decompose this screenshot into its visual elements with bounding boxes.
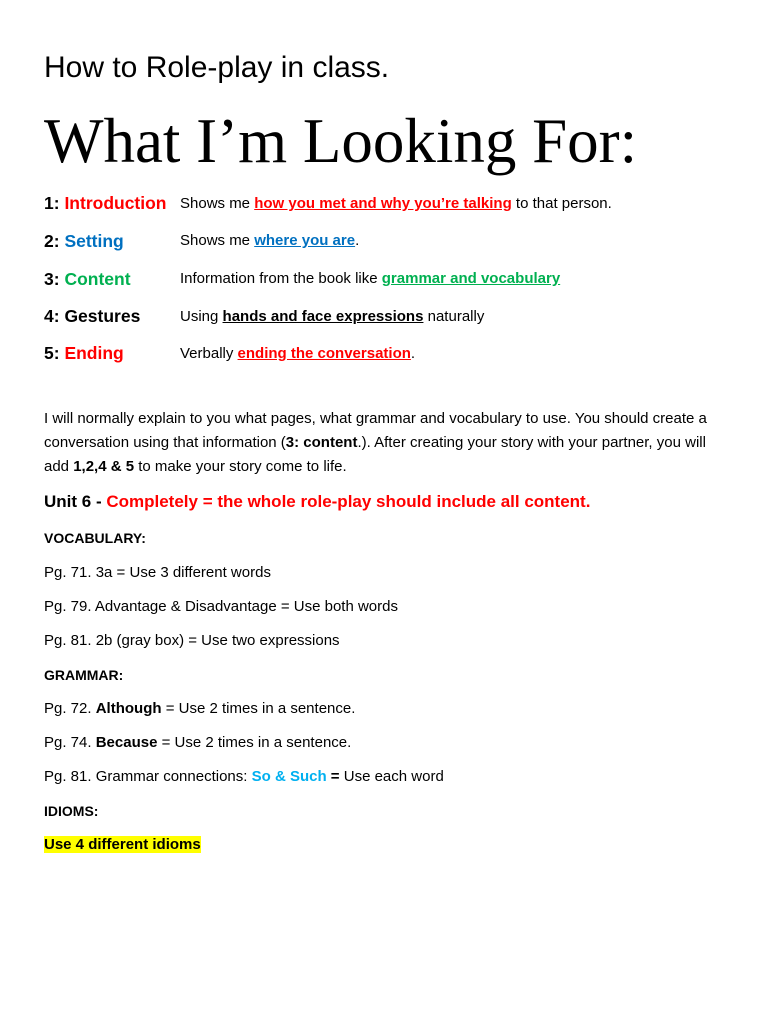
grammar-item-text: Pg. 74. bbox=[44, 734, 92, 751]
criterion-1-description bbox=[180, 195, 612, 212]
paragraph-text: I will normally explain to you what pages, what grammar and vocabulary to use. You should create a conversation using that information ( bbox=[44, 410, 707, 451]
criterion-5-description bbox=[180, 345, 415, 362]
criterion-key-phrase: where you are bbox=[254, 232, 356, 249]
criterion-number: 2: bbox=[44, 231, 60, 251]
criterion-title: Setting bbox=[64, 231, 124, 251]
grammar-item bbox=[44, 768, 444, 785]
grammar-item-text: Pg. 72. bbox=[44, 700, 92, 717]
unit-heading bbox=[44, 492, 590, 512]
vocabulary-item: Pg. 81. 2b (gray box) = Use two expressions bbox=[44, 632, 340, 649]
criterion-desc-text: . bbox=[355, 232, 360, 249]
vocabulary-item: Pg. 79. Advantage & Disadvantage = Use both words bbox=[44, 598, 398, 615]
idioms-item bbox=[44, 836, 201, 853]
criterion-number: 1: bbox=[44, 193, 60, 213]
criterion-title: Ending bbox=[64, 343, 124, 363]
criterion-key-phrase: ending the conversation bbox=[237, 345, 411, 362]
criterion-number: 3: bbox=[44, 269, 60, 289]
grammar-keyword: Although bbox=[95, 700, 162, 717]
paragraph-text: .). After creating your story with your partner, you will add bbox=[44, 434, 706, 475]
paragraph-bold-text: 1,2,4 & 5 bbox=[73, 458, 135, 475]
grammar-equals: = bbox=[330, 768, 340, 785]
criterion-key-phrase: grammar and vocabulary bbox=[381, 270, 561, 287]
criterion-4-description bbox=[180, 308, 484, 325]
vocabulary-item: Pg. 71. 3a = Use 3 different words bbox=[44, 564, 271, 581]
criterion-number: 5: bbox=[44, 343, 60, 363]
criterion-key-phrase: how you met and why you’re talking bbox=[254, 195, 512, 212]
criterion-desc-text: Information from the book like bbox=[180, 270, 378, 287]
criterion-3-description bbox=[180, 270, 560, 287]
unit-description: Completely = the whole role-play should include all content. bbox=[106, 492, 591, 511]
criterion-desc-text: naturally bbox=[427, 308, 485, 325]
vocabulary-heading: VOCABULARY: bbox=[44, 530, 146, 546]
criterion-desc-text: Shows me bbox=[180, 195, 251, 212]
paragraph-text: to make your story come to life. bbox=[134, 458, 347, 475]
grammar-item-text: = Use 2 times in a sentence. bbox=[161, 734, 352, 751]
criterion-title: Gestures bbox=[64, 306, 141, 326]
criterion-key-phrase: hands and face expressions bbox=[222, 308, 424, 325]
grammar-item-text: Pg. 81. Grammar connections: bbox=[44, 768, 248, 785]
criterion-desc-text: to that person. bbox=[515, 195, 612, 212]
grammar-item bbox=[44, 734, 351, 751]
instructions-paragraph bbox=[44, 407, 724, 479]
grammar-item bbox=[44, 700, 355, 717]
criterion-desc-text: Verbally bbox=[180, 345, 234, 362]
idioms-heading: IDIOMS: bbox=[44, 803, 99, 819]
criterion-title: Introduction bbox=[64, 193, 167, 213]
criterion-desc-text: . bbox=[410, 345, 416, 362]
grammar-keyword: So & Such bbox=[251, 768, 327, 785]
criterion-2-description bbox=[180, 232, 359, 249]
grammar-item-text: = Use 2 times in a sentence. bbox=[165, 700, 356, 717]
grammar-heading: GRAMMAR: bbox=[44, 667, 124, 683]
criterion-4-label bbox=[44, 306, 140, 327]
paragraph-bold-text: 3: content bbox=[285, 434, 358, 451]
grammar-keyword: Because bbox=[95, 734, 158, 751]
unit-prefix: Unit 6 - bbox=[44, 492, 102, 511]
grammar-item-text: Use each word bbox=[343, 768, 444, 785]
criterion-5-label bbox=[44, 343, 124, 364]
highlighted-text: Use 4 different idioms bbox=[44, 836, 201, 853]
criterion-desc-text: Using bbox=[180, 308, 219, 325]
criterion-number: 4: bbox=[44, 306, 60, 326]
criterion-1-label bbox=[44, 193, 167, 214]
criterion-title: Content bbox=[64, 269, 131, 289]
criterion-2-label bbox=[44, 231, 124, 252]
document-title: What I’m Looking For: bbox=[44, 106, 638, 176]
criterion-3-label bbox=[44, 269, 131, 290]
document-subtitle: How to Role-play in class. bbox=[44, 51, 390, 84]
criterion-desc-text: Shows me bbox=[180, 232, 251, 249]
